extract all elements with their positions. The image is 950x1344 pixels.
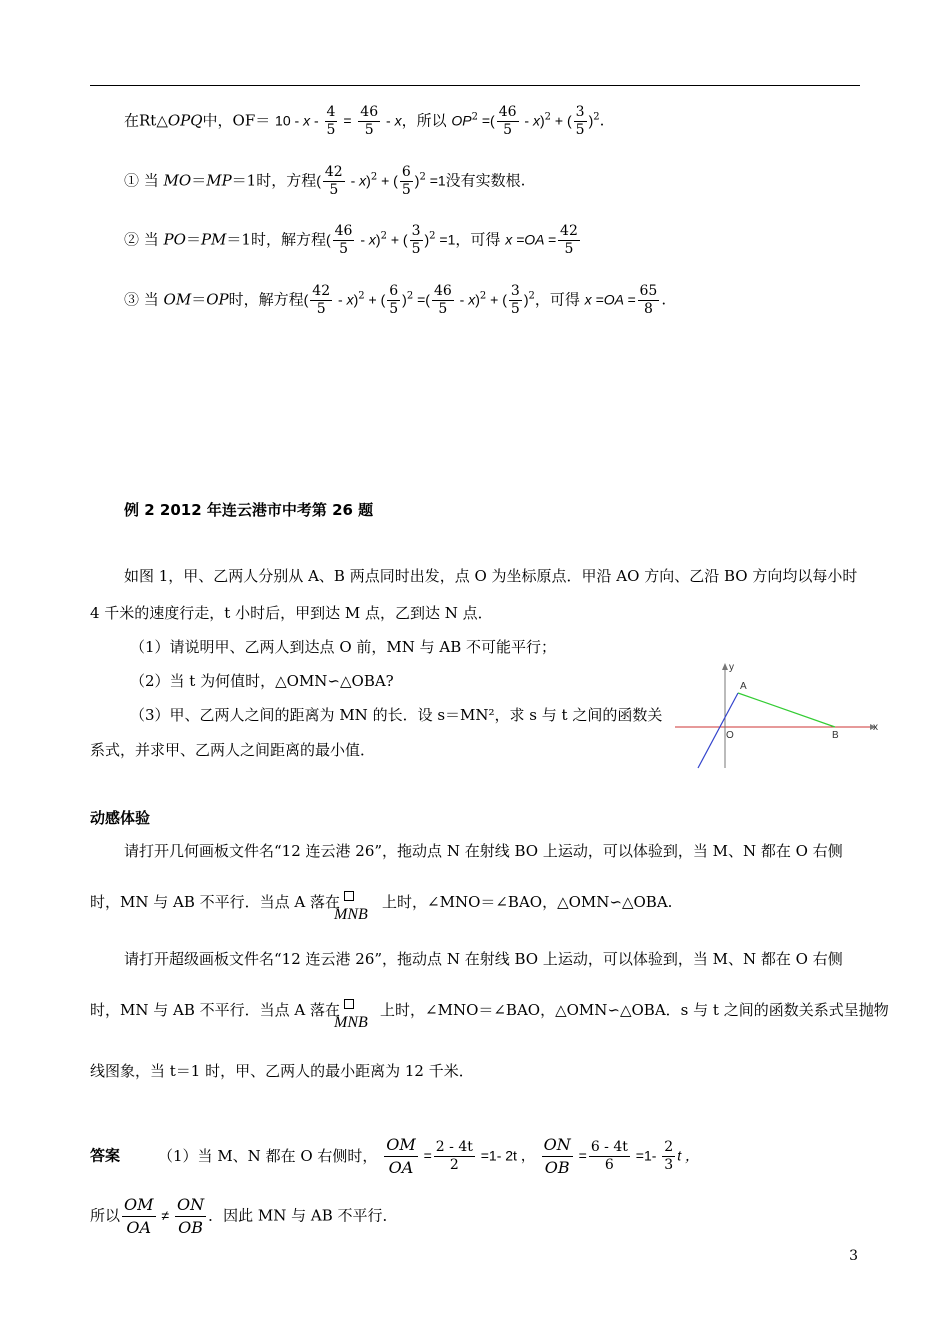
fraction [323,164,345,199]
answer-heading: 答案 [90,1146,121,1165]
text: ( [303,291,309,308]
numerator: 3 [510,283,520,299]
text: ) [523,291,529,308]
dynamic-paragraph-2b [90,999,889,1031]
fraction [400,164,413,199]
numerator: ON [542,1134,573,1157]
text: =1- 2t ， [476,1147,535,1164]
text: + ( [486,291,507,308]
segment-ab [738,693,835,727]
text: OP [451,112,472,129]
text: - [382,112,395,129]
text: =( [477,112,495,129]
superscript: 2 [406,290,414,302]
denominator: 5 [503,122,513,138]
arc-glyph [344,999,354,1009]
text: =( [413,291,430,308]
text: 时，解方程 [228,290,304,309]
numerator: 42 [312,283,331,299]
denominator: 5 [438,301,448,317]
numerator: ON [175,1194,206,1217]
text: 上时，∠MNO＝∠BAO，△OMN∽△OBA．s 与 t 之间的函数关系式呈抛物 [380,1001,889,1019]
fraction [310,283,332,318]
text: ③ 当 [124,290,164,309]
fraction [558,223,580,258]
fraction [358,104,380,139]
text: 上时，∠MNO＝∠BAO，△OMN∽△OBA. [382,893,673,911]
text: ≠ [157,1207,173,1224]
fraction [333,223,355,258]
case-1-line [124,164,525,199]
fraction [175,1194,206,1239]
fraction [434,1139,475,1174]
text: =1 [425,172,446,189]
label-o: O [726,730,734,741]
numerator: 2 - 4t [435,1139,473,1155]
text: - [455,291,469,308]
arc-label: MNB [334,906,368,923]
label-a: A [740,681,747,692]
text: - [310,112,323,129]
text: PM [200,230,227,249]
text: x [394,112,402,129]
text: ) [588,112,594,129]
text: =1- [631,1147,661,1164]
text: = [419,1147,432,1164]
text: x =OA = [505,231,557,248]
question-1: （1）请说明甲、乙两人到达点 O 前，MN 与 AB 不可能平行； [130,638,557,656]
denominator: OB [178,1218,203,1237]
fraction [662,1139,675,1174]
text: ) [402,291,407,308]
text: x [359,172,367,189]
superscript: 2 [471,111,478,123]
numerator: 6 [401,164,411,180]
label-x: x [873,722,878,733]
text: ) [475,291,480,308]
text: 在Rt△ [124,111,168,130]
numerator: 6 [389,283,399,299]
numerator: 42 [324,164,343,180]
question-3a: （3）甲、乙两人之间的距离为 MN 的长．设 s＝MN²，求 s 与 t 之间的函数关 [130,706,663,724]
text: x [368,231,376,248]
text: - [520,112,533,129]
denominator: OB [544,1158,570,1177]
text: OPQ [167,111,203,130]
numerator: OM [122,1194,156,1217]
text: ．因此 MN 与 AB 不平行． [208,1206,398,1225]
page-number: 3 [849,1248,858,1264]
text: =1 [435,231,456,248]
numerator: 46 [498,104,517,120]
solution-line-1 [124,104,604,139]
y-axis-arrow [722,663,728,670]
fraction [122,1194,156,1239]
dynamic-heading: 动感体验 [90,809,151,827]
numerator: 6 - 4t [590,1139,628,1155]
numerator: 3 [575,104,585,120]
superscript: 2 [479,290,487,302]
denominator: 5 [364,122,374,138]
text: 时，MN 与 AB 不平行．当点 A 落在 [90,893,341,911]
text: （1）当 M、N 都在 O 右侧时， [158,1146,378,1165]
numerator: 46 [433,283,452,299]
dynamic-paragraph-2a: 请打开超级画板文件名“12 连云港 26”，拖动点 N 在射线 BO 上运动，可以体验到，当 M、N 都在 O 右侧 [124,950,843,968]
numerator: 42 [560,223,578,239]
text: ) [414,172,420,189]
numerator: 2 [664,1139,674,1155]
numerator: 3 [411,223,421,239]
superscript: 2 [370,171,378,183]
label-b: B [832,730,839,741]
arc-symbol [334,893,368,923]
fraction [325,104,338,139]
denominator: 8 [643,301,653,317]
text: ＝ [191,171,207,190]
example-paragraph-1a: 如图 1，甲、乙两人分别从 A、B 两点同时出发，点 O 为坐标原点．甲沿 AO 方向、乙沿 BO 方向均以每小时 [124,567,858,585]
text: ，可得 [455,230,506,249]
text: PO [163,230,186,249]
example-paragraph-1b: 4 千米的速度行走，t 小时后，甲到达 M 点，乙到达 N 点． [90,604,493,622]
dynamic-paragraph-1a: 请打开几何画板文件名“12 连云港 26”，拖动点 N 在射线 BO 上运动，可以体验到，当 M、N 都在 O 右侧 [124,842,843,860]
superscript: 2 [429,230,436,242]
numerator: OM [384,1134,418,1157]
header-rule [90,85,860,86]
text: x =OA = [584,291,636,308]
numerator: 46 [360,104,379,120]
text: ② 当 [124,230,164,249]
denominator: 6 [604,1157,614,1173]
denominator: 5 [401,182,411,198]
text: ＝ [191,290,207,309]
denominator: 5 [411,241,421,257]
text: - [356,231,369,248]
text: = [339,112,352,129]
fraction [497,104,519,139]
text: . [599,111,605,130]
question-2: （2）当 t 为何值时，△OMN∽△OBA? [130,672,394,690]
superscript: 2 [419,171,426,183]
arc-glyph [344,891,354,901]
numerator: 4 [326,104,336,120]
denominator: 5 [575,122,585,138]
superscript: 2 [593,111,600,123]
text: - [346,172,360,189]
fraction [589,1139,630,1174]
answer-line-1 [90,1134,699,1179]
text: ) [353,291,359,308]
text: ＝ [185,230,201,249]
denominator: 5 [389,301,399,317]
example-heading: 例 2 2012 年连云港市中考第 26 题 [124,501,374,519]
text: 所以 [90,1206,121,1225]
superscript: 2 [544,111,552,123]
denominator: 5 [326,122,336,138]
fraction [384,1134,418,1179]
label-y: y [729,662,734,673]
text: + ( [551,112,572,129]
text: ，所以 [401,111,447,130]
text: 时，MN 与 AB 不平行．当点 A 落在 [90,1001,341,1019]
fraction [574,104,587,139]
denominator: 5 [329,182,339,198]
dynamic-paragraph-1b [90,891,673,923]
text: ＝1时，解方程 [226,230,326,249]
text: 10 - [275,112,304,129]
text: ) [540,112,545,129]
arc-label: MNB [334,1014,368,1031]
case-3-line [124,283,666,318]
text: . [661,290,667,309]
text: x [468,291,476,308]
fraction [638,283,660,318]
text: ＝1时，方程 [231,171,317,190]
fraction [542,1134,573,1179]
fraction [410,223,423,258]
text: ( [325,231,331,248]
text: + ( [386,231,408,248]
dynamic-paragraph-2c: 线图象，当 t＝1 时，甲、乙两人的最小距离为 12 千米． [90,1062,474,1080]
arc-symbol [334,1001,368,1031]
superscript: 2 [528,290,535,302]
text: ) [375,231,381,248]
text: MO [163,171,192,190]
text: ，可得 [534,290,585,309]
text: t ， [677,1147,699,1164]
denominator: OA [388,1158,414,1177]
denominator: OA [126,1218,152,1237]
text: + ( [377,172,398,189]
text: ( [316,172,321,189]
text: MP [206,171,232,190]
numerator: 65 [639,283,658,299]
answer-line-2 [90,1194,398,1239]
text: ) [424,231,430,248]
text: - [334,291,347,308]
superscript: 2 [380,230,387,242]
denominator: 5 [339,241,348,257]
fraction [509,283,522,318]
denominator: 5 [564,241,574,257]
text: 中，OF＝ [202,111,271,130]
fraction [432,283,454,318]
text: 没有实数根. [445,171,526,190]
text: = [574,1147,587,1164]
text: OM [163,290,192,309]
text: OP [206,290,229,309]
text: ) [366,172,371,189]
question-3b: 系式，并求甲、乙两人之间距离的最小值． [90,741,376,759]
numerator: 46 [334,223,353,239]
fraction [387,283,400,318]
text: ① 当 [124,171,164,190]
figure-1-graph [670,660,885,770]
case-2-line [124,223,582,258]
text: + ( [364,291,386,308]
denominator: 3 [664,1157,674,1173]
superscript: 2 [358,290,365,302]
denominator: 5 [316,301,326,317]
text: x [303,112,311,129]
denominator: 5 [510,301,520,317]
text: x [533,112,540,129]
text: x [346,291,354,308]
denominator: 2 [449,1157,459,1173]
